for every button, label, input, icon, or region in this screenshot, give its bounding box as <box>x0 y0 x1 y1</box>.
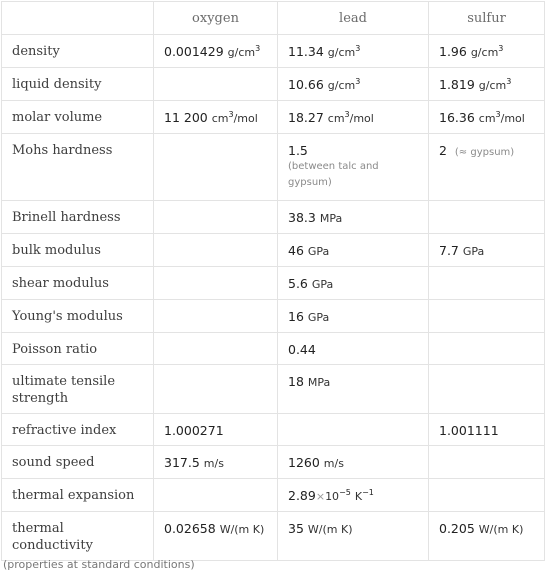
value-cell-oxygen <box>154 479 278 512</box>
value-cell-lead: $2.89\times 10^{-5}$ $K^{-1}$ <box>278 479 429 512</box>
table-row-thermal-expansion <box>2 479 545 512</box>
table-row-youngs-modulus <box>2 300 545 333</box>
table-row-brinell-hardness <box>2 201 545 234</box>
value-cell-oxygen <box>154 234 278 267</box>
table-row-shear-modulus <box>2 267 545 300</box>
properties-table <box>1 1 545 561</box>
value-cell-sulfur: 1.96 $g/cm^3$ <box>429 35 545 68</box>
column-header-oxygen: oxygen <box>154 2 278 35</box>
row-label: ultimate tensile strength <box>2 365 154 414</box>
value-cell-sulfur: 1.819 $g/cm^3$ <box>429 68 545 101</box>
column-header-lead: lead <box>278 2 429 35</box>
row-label: Poisson ratio <box>2 333 154 365</box>
table-row-sound-speed <box>2 446 545 479</box>
value-cell-sulfur: 0.205 W/(m K) <box>429 512 545 561</box>
value-cell-lead: 46 GPa <box>278 234 429 267</box>
row-label: refractive index <box>2 414 154 446</box>
row-label: density <box>2 35 154 68</box>
value-cell-sulfur <box>429 333 545 365</box>
value-cell-lead: 1260 m/s <box>278 446 429 479</box>
value-cell-lead <box>278 414 429 446</box>
row-label: Brinell hardness <box>2 201 154 234</box>
value-cell-oxygen: 11 200 $cm^3$/mol <box>154 101 278 134</box>
value-cell-sulfur: 16.36 $cm^3$/mol <box>429 101 545 134</box>
value-cell-sulfur <box>429 479 545 512</box>
value-cell-lead: 0.44 <box>278 333 429 365</box>
column-header-sulfur: sulfur <box>429 2 545 35</box>
value-cell-lead: 11.34 $g/cm^3$ <box>278 35 429 68</box>
value-cell-sulfur <box>429 446 545 479</box>
table-row-molar-volume <box>2 101 545 134</box>
value-cell-oxygen: 317.5 m/s <box>154 446 278 479</box>
row-label: Young's modulus <box>2 300 154 333</box>
value-cell-sulfur <box>429 267 545 300</box>
value-cell-sulfur <box>429 300 545 333</box>
table-row-ultimate-tensile-strength <box>2 365 545 414</box>
value-cell-oxygen <box>154 333 278 365</box>
table-row-thermal-conductivity <box>2 512 545 561</box>
value-cell-sulfur <box>429 201 545 234</box>
value-cell-lead: 18.27 $cm^3$/mol <box>278 101 429 134</box>
header-row <box>2 2 545 35</box>
value-cell-oxygen <box>154 201 278 234</box>
value-cell-sulfur: 7.7 GPa <box>429 234 545 267</box>
value-cell-lead: 10.66 $g/cm^3$ <box>278 68 429 101</box>
footnote: (properties at standard conditions) <box>3 558 195 571</box>
corner-cell <box>2 2 154 35</box>
value-cell-oxygen <box>154 365 278 414</box>
row-label: shear modulus <box>2 267 154 300</box>
row-label: Mohs hardness <box>2 134 154 201</box>
table-row-liquid-density <box>2 68 545 101</box>
row-label: liquid density <box>2 68 154 101</box>
value-cell-lead: 16 GPa <box>278 300 429 333</box>
row-label: thermal expansion <box>2 479 154 512</box>
value-cell-oxygen <box>154 134 278 201</box>
row-label: bulk modulus <box>2 234 154 267</box>
table-row-mohs-hardness <box>2 134 545 201</box>
value-cell-sulfur <box>429 365 545 414</box>
value-cell-lead: 5.6 GPa <box>278 267 429 300</box>
value-cell-oxygen: 1.000271 <box>154 414 278 446</box>
value-cell-lead: 35 W/(m K) <box>278 512 429 561</box>
table-row-poisson-ratio <box>2 333 545 365</box>
value-cell-oxygen <box>154 267 278 300</box>
value-cell-oxygen <box>154 68 278 101</box>
value-cell-oxygen <box>154 300 278 333</box>
value-cell-sulfur: 2 (≈ gypsum) <box>429 134 545 201</box>
note-text: (≈ gypsum) <box>454 147 515 158</box>
row-label: thermal conductivity <box>2 512 154 561</box>
value-cell-oxygen: 0.02658 W/(m K) <box>154 512 278 561</box>
table-row-bulk-modulus <box>2 234 545 267</box>
table-row-density <box>2 35 545 68</box>
value-cell-oxygen: 0.001429 $g/cm^3$ <box>154 35 278 68</box>
note-text: (between talc and gypsum) <box>288 161 379 188</box>
row-label: sound speed <box>2 446 154 479</box>
value-cell-lead: 1.5 (between talc and gypsum) <box>278 134 429 201</box>
value-cell-lead: 18 MPa <box>278 365 429 414</box>
table-row-refractive-index <box>2 414 545 446</box>
row-label: molar volume <box>2 101 154 134</box>
value-cell-sulfur: 1.001111 <box>429 414 545 446</box>
value-cell-lead: 38.3 MPa <box>278 201 429 234</box>
